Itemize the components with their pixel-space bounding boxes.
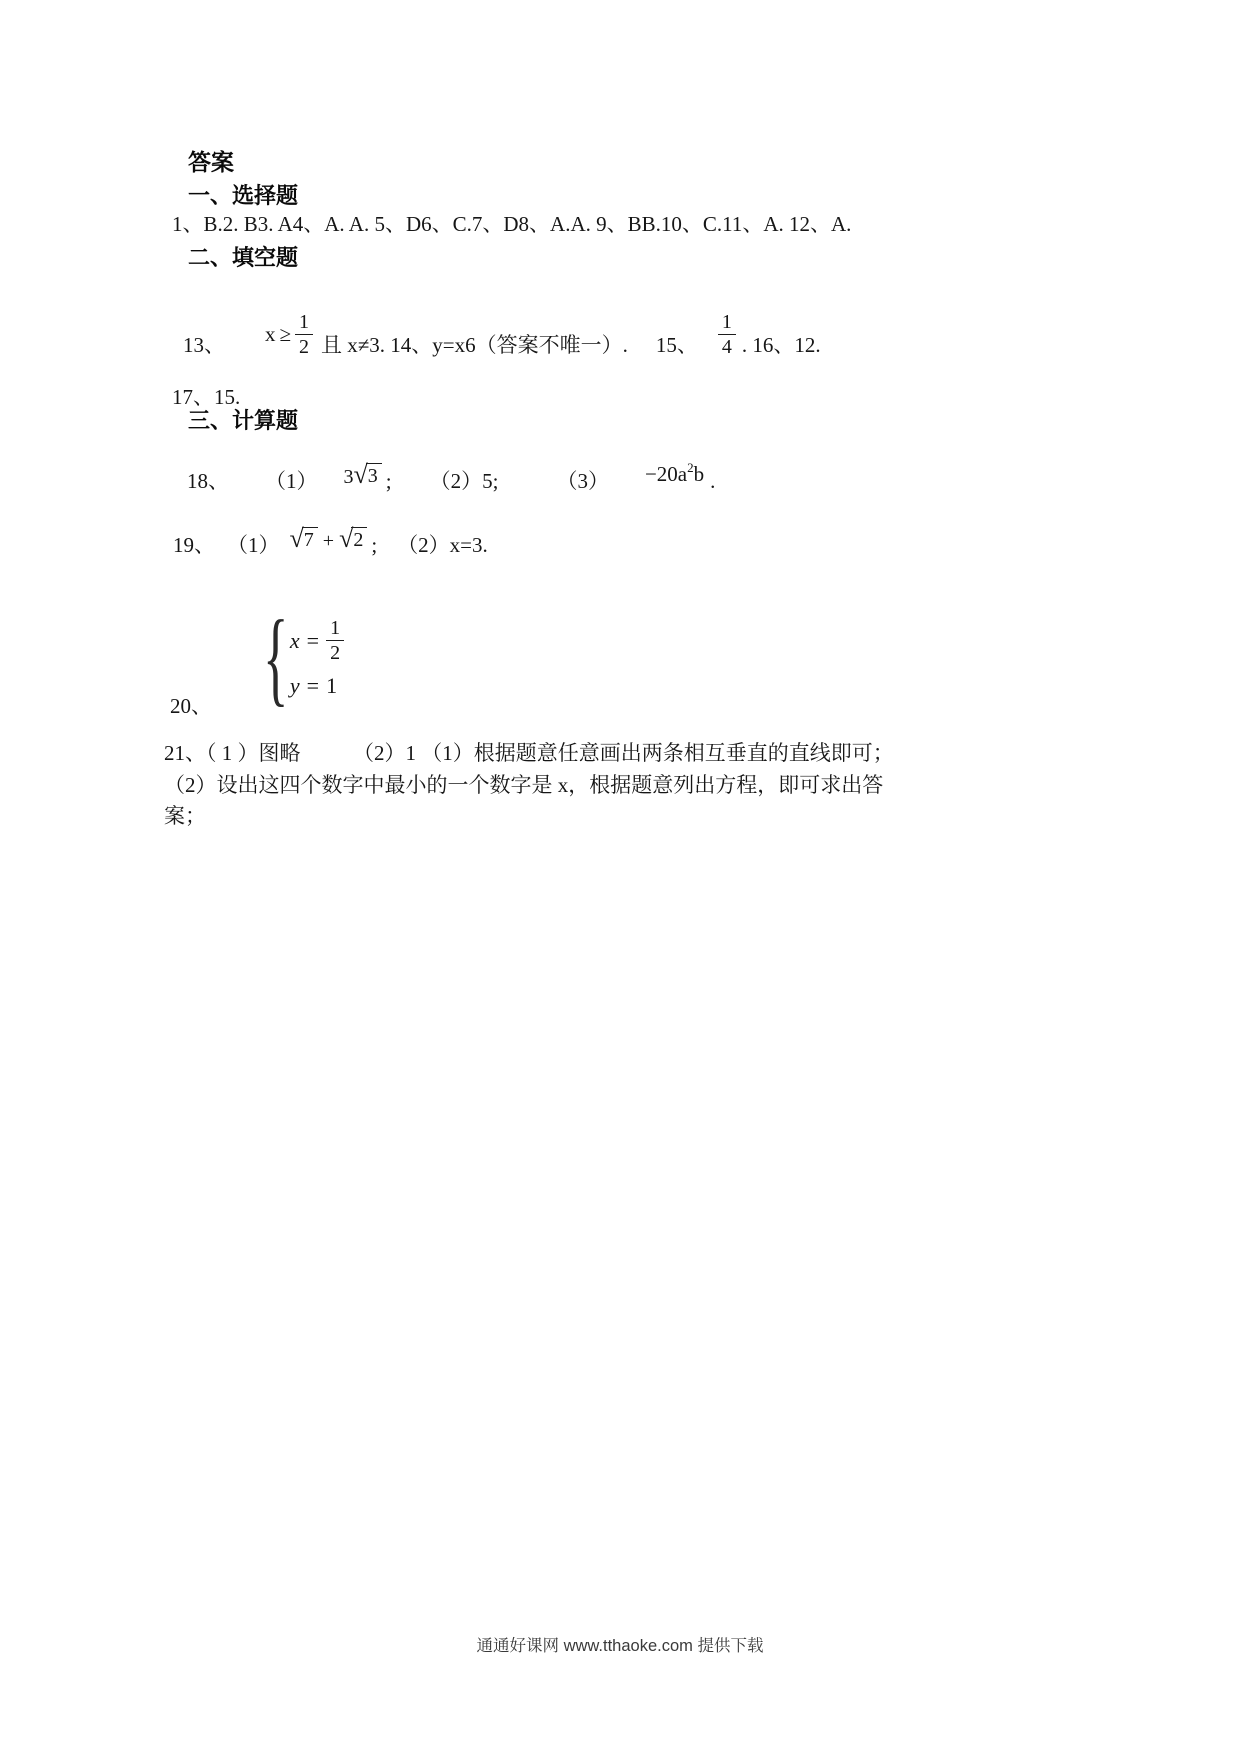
- equation-x: [290, 617, 344, 664]
- section-choice-title: 一、选择题: [188, 183, 299, 208]
- equals-sign: =: [306, 673, 320, 699]
- q19-label: 19、: [173, 532, 215, 557]
- q18-part1-label: （1）: [265, 468, 318, 493]
- q13-inequality-formula: [265, 311, 313, 358]
- exponent: 2: [687, 459, 694, 475]
- fraction-numerator: 1: [326, 617, 344, 641]
- section-fill-title: 二、填空题: [188, 245, 299, 270]
- q21-line3: 案；: [164, 804, 206, 828]
- calc-q19-line: [173, 518, 488, 558]
- sqrt-coefficient: 3: [343, 466, 354, 488]
- equation-variable: y: [289, 673, 300, 699]
- radical-sign: √: [289, 524, 304, 553]
- q18-label: 18、: [187, 468, 229, 493]
- q13-q14-text: 且 x≠3. 14、y=x6（答案不唯一）.: [321, 332, 628, 357]
- q13-label: 13、: [183, 332, 225, 357]
- q15-fraction: [718, 311, 736, 358]
- radicand: 3: [366, 463, 382, 486]
- q20-label: 20、: [170, 694, 212, 718]
- section-calc-title: 三、计算题: [188, 408, 299, 433]
- q18-part3-label: （3）: [556, 468, 609, 493]
- q18-separator1: ;: [385, 468, 392, 493]
- fraction-numerator: 1: [718, 311, 736, 335]
- calc-q21-paragraph: [164, 738, 1094, 833]
- q21-line1: 21、（ 1 ）图略 （2）1 （1）根据题意任意画出两条相互垂直的直线即可；: [164, 741, 894, 765]
- fraction-denominator: 4: [721, 336, 732, 358]
- greater-equal-sign: ≥: [279, 321, 292, 346]
- equations: [290, 617, 344, 699]
- q18-part2-answer: （2）5;: [429, 468, 499, 493]
- monomial-prefix: −20a: [644, 461, 688, 486]
- equation-system: [263, 599, 344, 716]
- choice-answers-line: 1、B.2. B3. A4、A. A. 5、D6、C.7、D8、A.A. 9、BB.10、C.11、A. 12、A.: [172, 212, 852, 236]
- sqrt-expression: [339, 524, 367, 553]
- fraction-denominator: 2: [330, 642, 341, 665]
- monomial-suffix: b: [693, 461, 705, 486]
- sqrt-expression: [289, 524, 318, 553]
- q19-sqrt-sum-formula: [289, 524, 368, 553]
- fraction: [326, 617, 344, 664]
- radicand: 7: [302, 527, 318, 550]
- q18-period: .: [710, 468, 716, 493]
- fraction: [295, 311, 313, 358]
- equation-y: [290, 673, 344, 699]
- fraction-numerator: 1: [295, 311, 313, 335]
- q19-part1-label: （1）: [227, 532, 280, 557]
- radical-sign: √: [339, 524, 354, 553]
- formula-variable: x: [265, 321, 276, 346]
- radical-sign: √: [353, 460, 368, 489]
- q18-monomial-formula: [644, 459, 705, 487]
- q15-label: 15、: [655, 332, 698, 357]
- fill-q17-line: 17、15.: [172, 385, 241, 409]
- q19-separator1: ;: [371, 532, 378, 557]
- radicand: 2: [351, 527, 367, 550]
- equals-sign: =: [306, 627, 320, 653]
- footer-note: 通通好课网 www.tthaoke.com 提供下载: [476, 1637, 764, 1655]
- fraction-denominator: 2: [299, 336, 310, 358]
- calc-q18-line: [187, 454, 715, 494]
- equation-variable: x: [289, 627, 300, 653]
- sqrt-expression: [353, 460, 382, 489]
- q21-line2: （2）设出这四个数字中最小的一个数字是 x，根据题意列出方程，即可求出答: [164, 772, 884, 797]
- left-brace: {: [263, 599, 289, 716]
- fill-q13-line: [183, 296, 821, 358]
- equation-value: 1: [326, 673, 338, 699]
- q18-sqrt-formula: [343, 460, 382, 489]
- q15-q16-tail: . 16、12.: [741, 332, 821, 357]
- calc-q20-block: [170, 599, 570, 723]
- plus-sign: +: [322, 530, 335, 552]
- answers-heading: 答案: [188, 149, 234, 175]
- q19-part2-answer: （2）x=3.: [397, 532, 488, 557]
